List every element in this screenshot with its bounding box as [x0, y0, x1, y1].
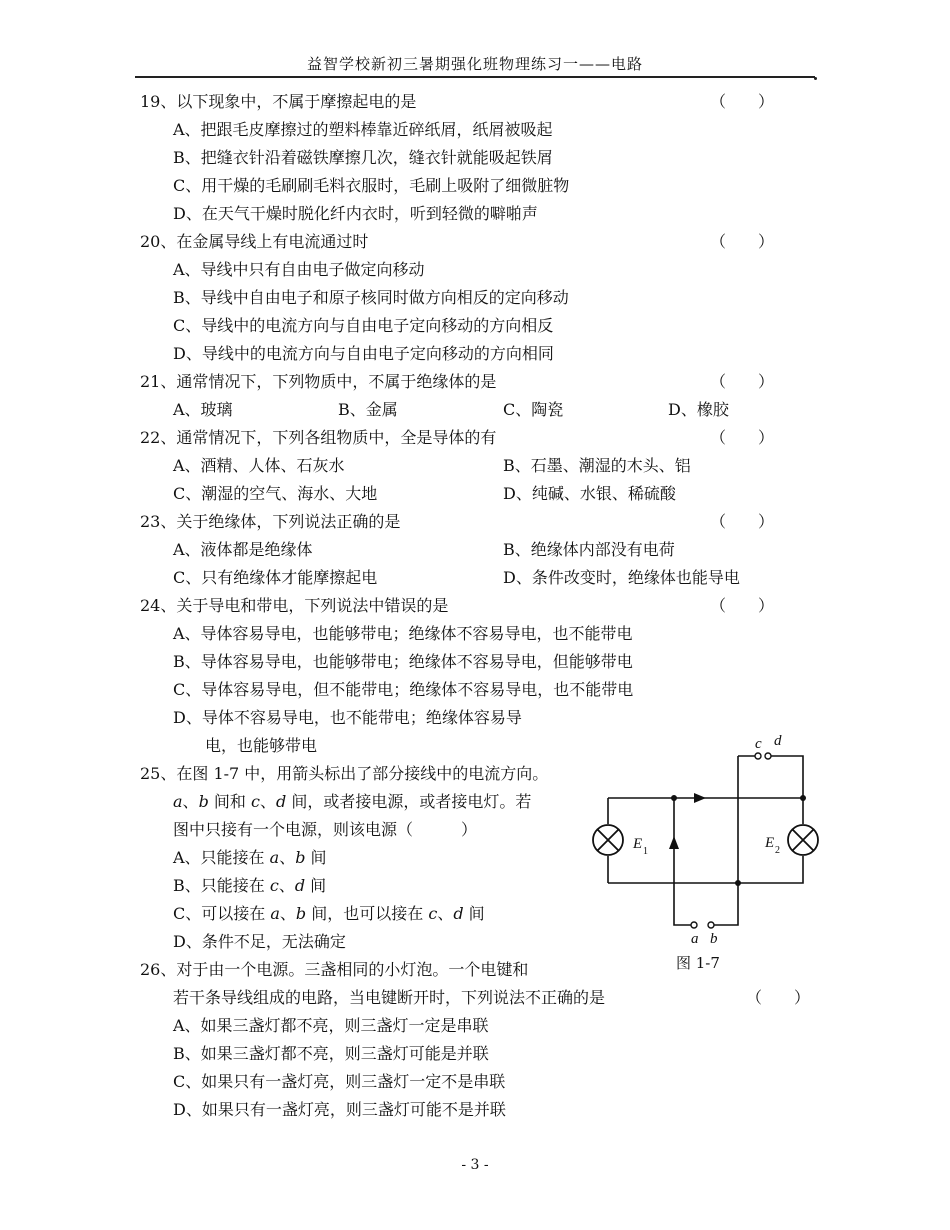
option: C、如果只有一盏灯亮，则三盏灯一定不是串联 — [173, 1072, 506, 1091]
question-24-stem: 24、关于导电和带电，下列说法中错误的是 （ ） — [140, 592, 820, 620]
option: D、导体不容易导电，也不能带电；绝缘体容易导 — [173, 708, 522, 727]
option: A、导体容易导电，也能够带电；绝缘体不容易导电，也不能带电 — [173, 624, 633, 643]
option-row — [140, 480, 820, 508]
terminal-c — [755, 753, 761, 759]
arrow-top-icon — [694, 793, 706, 803]
option: C、可以接在 a、b 间，也可以接在 c、d 间 — [173, 904, 485, 923]
option: D、条件改变时，绝缘体也能导电 — [503, 568, 740, 587]
label-c: c — [755, 736, 762, 752]
option: B、导体容易导电，也能够带电；绝缘体不容易导电，但能够带电 — [173, 652, 633, 671]
option: A、把跟毛皮摩擦过的塑料棒靠近碎纸屑，纸屑被吸起 — [173, 120, 553, 139]
label-e1-sub: 1 — [643, 846, 648, 857]
option: A、如果三盏灯都不亮，则三盏灯一定是串联 — [173, 1016, 489, 1035]
lamp-e2-icon — [788, 825, 818, 855]
option-row — [140, 452, 820, 480]
option: D、如果只有一盏灯亮，则三盏灯可能不是并联 — [173, 1100, 506, 1119]
question-22-stem: 22、通常情况下，下列各组物质中，全是导体的有 （ ） — [140, 424, 820, 452]
option: B、只能接在 c、d 间 — [173, 876, 327, 895]
option: B、金属 — [338, 400, 398, 419]
option: C、陶瓷 — [503, 400, 564, 419]
option: D、橡胶 — [668, 400, 729, 419]
option-row — [140, 536, 820, 564]
option: D、导线中的电流方向与自由电子定向移动的方向相同 — [173, 344, 554, 363]
label-e2: E — [765, 835, 775, 851]
question-26-stem: 26、对于由一个电源。三盏相同的小灯泡。一个电键和 — [140, 960, 529, 979]
question-25-stem-3: 图中只接有一个电源，则该电源（ ） — [173, 820, 478, 839]
option: C、用干燥的毛刷刷毛料衣服时，毛刷上吸附了细微脏物 — [173, 176, 570, 195]
answer-blank[interactable]: （ ） — [709, 232, 774, 251]
label-e2-sub: 2 — [775, 845, 780, 856]
question-25-stem: 25、在图 1-7 中，用箭头标出了部分接线中的电流方向。 — [140, 764, 549, 783]
question-26-stem-2: 若干条导线组成的电路，当电键断开时，下列说法不正确的是 （ ） — [140, 984, 820, 1012]
answer-blank[interactable]: （ ） — [709, 428, 774, 447]
question-21-stem: 21、通常情况下，下列物质中，不属于绝缘体的是 （ ） — [140, 368, 820, 396]
wire-d — [771, 756, 803, 798]
option: A、导线中只有自由电子做定向移动 — [173, 260, 425, 279]
option-continued: 电，也能够带电 — [205, 736, 318, 755]
circuit-diagram — [590, 728, 830, 978]
wire-center — [674, 798, 691, 925]
lamp-e1-icon — [593, 825, 623, 855]
option: C、导线中的电流方向与自由电子定向移动的方向相反 — [173, 316, 554, 335]
option: C、潮湿的空气、海水、大地 — [173, 484, 378, 503]
answer-blank[interactable]: （ ） — [709, 512, 774, 531]
option: C、导体容易导电，但不能带电；绝缘体不容易导电，也不能带电 — [173, 680, 634, 699]
label-d: d — [774, 733, 782, 749]
arrow-center-icon — [669, 836, 679, 849]
option: C、只有绝缘体才能摩擦起电 — [173, 568, 378, 587]
page-header: 益智学校新初三暑期强化班物理练习一——电路 — [135, 52, 815, 78]
option: A、酒精、人体、石灰水 — [173, 456, 345, 475]
option: D、条件不足，无法确定 — [173, 932, 346, 951]
option: A、玻璃 — [173, 400, 233, 419]
terminal-d — [765, 753, 771, 759]
question-23-stem: 23、关于绝缘体，下列说法正确的是 （ ） — [140, 508, 820, 536]
question-20-stem: 20、在金属导线上有电流通过时 （ ） — [140, 228, 820, 256]
figure-caption: 图 1-7 — [676, 954, 720, 972]
option-row — [140, 396, 820, 424]
terminal-b — [708, 922, 714, 928]
label-b: b — [710, 931, 718, 947]
option-row — [140, 564, 820, 592]
option: B、绝缘体内部没有电荷 — [503, 540, 675, 559]
answer-blank[interactable]: （ ） — [709, 92, 774, 111]
wire-b — [714, 756, 738, 925]
option: A、只能接在 a、b 间 — [173, 848, 327, 867]
option: D、在天气干燥时脱化纤内衣时，听到轻微的噼啪声 — [173, 204, 538, 223]
option: B、把缝衣针沿着磁铁摩擦几次，缝衣针就能吸起铁屑 — [173, 148, 553, 167]
option: B、导线中自由电子和原子核同时做方向相反的定向移动 — [173, 288, 569, 307]
option: D、纯碱、水银、稀硫酸 — [503, 484, 676, 503]
label-a: a — [691, 931, 699, 947]
answer-blank[interactable]: （ ） — [709, 596, 774, 615]
answer-blank[interactable]: （ ） — [745, 988, 810, 1007]
junction-dot — [671, 795, 677, 801]
junction-dot — [735, 880, 741, 886]
junction-dot — [800, 795, 806, 801]
question-19-stem: 19、以下现象中，不属于摩擦起电的是 （ ） — [140, 88, 820, 116]
question-25-stem-2: a、b 间和 c、d 间，或者接电源，或者接电灯。若 — [173, 792, 532, 811]
label-e1: E — [633, 836, 643, 852]
option: B、如果三盏灯都不亮，则三盏灯可能是并联 — [173, 1044, 489, 1063]
option: B、石墨、潮湿的木头、铝 — [503, 456, 691, 475]
answer-blank[interactable]: （ ） — [709, 372, 774, 391]
option: A、液体都是绝缘体 — [173, 540, 313, 559]
terminal-a — [691, 922, 697, 928]
page-number: - 3 - — [461, 1157, 489, 1173]
